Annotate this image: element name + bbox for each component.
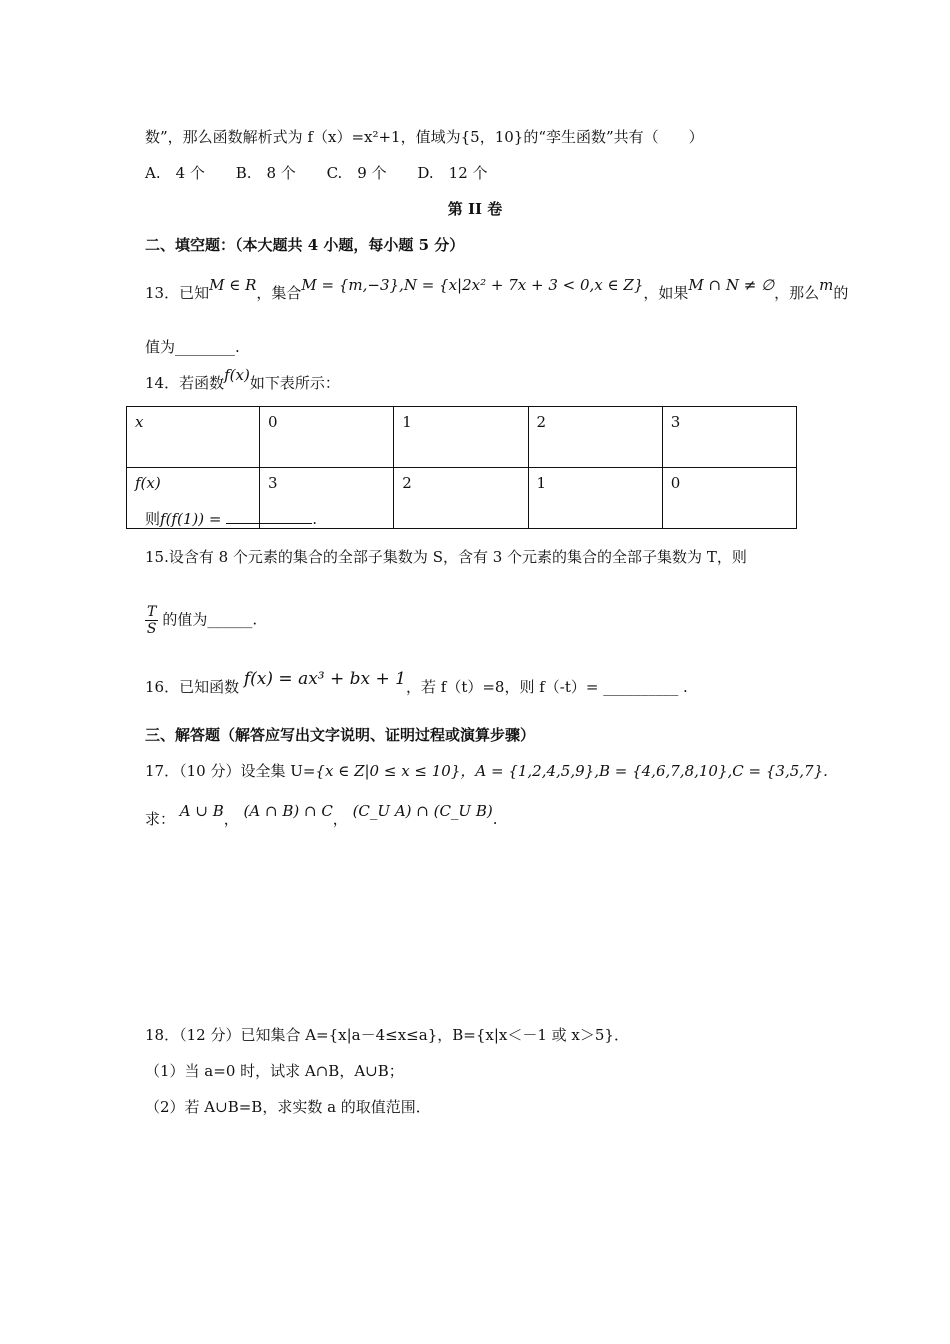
table-cell: 3: [260, 468, 394, 529]
q13-prefix: 13．已知: [145, 284, 210, 302]
table-cell: 1: [528, 468, 662, 529]
q16-suffix: ，若 f（t）=8，则 f（-t）= __________ .: [406, 678, 688, 696]
section3-heading: 三、解答题（解答应写出文字说明、证明过程或演算步骤）: [145, 726, 536, 744]
fraction-denominator: S: [146, 621, 157, 637]
q13-set-def: M = {m,−3},N = {x|2x² + 7x + 3 < 0,x ∈ Z}: [301, 276, 644, 294]
table-cell: 0: [260, 407, 394, 468]
q16-line: [145, 669, 688, 698]
q17-expr2: (A ∩ B) ∩ C: [243, 802, 333, 820]
q14-after-end: .: [312, 510, 317, 528]
q13-line1: [145, 276, 849, 304]
q14-after-prefix: 则: [145, 510, 161, 528]
option-c: C. 9 个: [326, 164, 387, 182]
q13-cond2: M ∩ N ≠ ∅: [688, 276, 775, 294]
q13-suffix: 的: [833, 284, 849, 302]
q15-line2-text: 的值为______.: [162, 610, 258, 629]
table-row: [127, 407, 797, 468]
option-b: B. 8 个: [235, 164, 296, 182]
answer-blank: [226, 509, 312, 524]
table-cell: 1: [394, 407, 528, 468]
q18-part2: （2）若 A∪B=B，求实数 a 的取值范围．: [145, 1098, 431, 1116]
q14-suffix: 如下表所示：: [249, 374, 340, 392]
option-a: A. 4 个: [145, 164, 205, 182]
q13-mid1: ，集合: [256, 284, 302, 302]
q16-expr: f(x) = ax³ + bx + 1: [243, 669, 406, 689]
q12-text: 数”，那么函数解析式为 f（x）=x²+1，值域为{5，10}的“孪生函数”共有（ ）: [145, 128, 704, 146]
section2-heading: 二、填空题：（本大题共 4 小题，每小题 5 分）: [145, 236, 465, 254]
q15-line2: [145, 604, 257, 637]
q17-end: .: [492, 810, 498, 828]
option-d: D. 12 个: [417, 164, 488, 182]
q13-line2: 值为________.: [145, 338, 240, 356]
q17-set-u: {x ∈ Z|0 ≤ x ≤ 10}: [315, 762, 461, 780]
fraction-numerator: T: [147, 604, 157, 620]
q13-mid2: ，如果: [643, 284, 689, 302]
q12-options: [145, 162, 514, 184]
q14-answer-line: [145, 508, 317, 530]
q18-line1: 18．（12 分）已知集合 A={x|a－4≤x≤a}，B={x|x＜－1 或 x＞5}．: [145, 1026, 629, 1044]
q17-prefix: 17．（10 分）设全集 U=: [145, 762, 316, 780]
q13-cond1: M ∈ R: [209, 276, 257, 294]
table-cell: 0: [662, 468, 796, 529]
fraction-t-over-s: [145, 604, 158, 637]
q13-mid3: ，那么: [774, 284, 820, 302]
q17-line2: 求： A ∪ B， (A ∩ B) ∩ C， (C_U A) ∩ (C_U B).: [145, 802, 498, 828]
table-cell: f(x): [127, 468, 260, 529]
table-cell: x: [127, 407, 260, 468]
q17-ask: 求：: [145, 810, 176, 828]
q14-line: [145, 366, 340, 394]
q17-expr1: A ∪ B: [179, 802, 224, 820]
table-cell: 3: [662, 407, 796, 468]
q17-expr3: (C_U A) ∩ (C_U B): [352, 802, 493, 820]
q18-part1: （1）当 a=0 时，试求 A∩B，A∪B；: [145, 1062, 404, 1080]
q14-func: f(x): [224, 366, 250, 384]
q17-sets: ，A = {1,2,4,5,9},B = {4,6,7,8,10},C = {3,5,7}.: [460, 762, 828, 780]
q15-line1: 15.设含有 8 个元素的集合的全部子集数为 S，含有 3 个元素的集合的全部子集数为 T，则: [145, 548, 747, 566]
q13-var: m: [819, 276, 834, 294]
q14-after-expr: f(f(1)) =: [160, 510, 222, 528]
table-cell: 2: [528, 407, 662, 468]
q17-line1: [145, 760, 828, 782]
table-cell: 2: [394, 468, 528, 529]
q16-prefix: 16．已知函数: [145, 678, 240, 696]
section2-title: 第 II 卷: [447, 200, 503, 218]
q14-prefix: 14．若函数: [145, 374, 225, 392]
